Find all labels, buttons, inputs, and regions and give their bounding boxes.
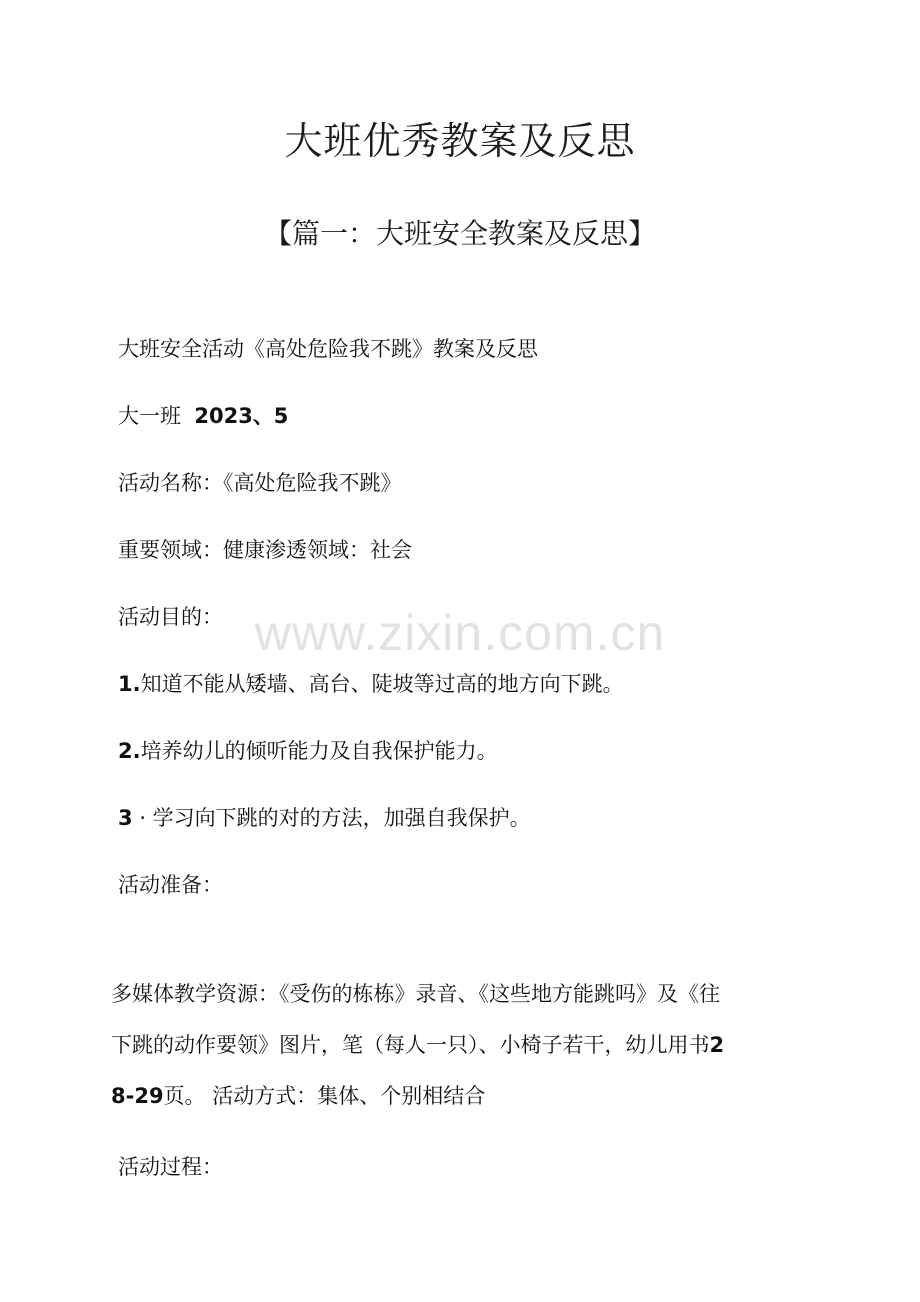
goal-number: 1. — [118, 672, 141, 696]
resources-row-2-num: 2 — [709, 1033, 725, 1057]
resources-row-3 — [111, 1071, 811, 1122]
activity-name: 活动名称：《高处危险我不跳》 — [118, 471, 402, 495]
document-title: 大班优秀教案及反思 — [284, 119, 636, 163]
goal-number: 2. — [118, 739, 141, 763]
watermark: www.zixin.com.cn — [254, 605, 666, 661]
goal-text: · 学习向下跳的对的方法，加强自我保护。 — [139, 806, 531, 830]
goal-item-1 — [118, 668, 624, 698]
resources-row-1: 多媒体教学资源：《受伤的栋栋》录音、《这些地方能跳吗》及《往 — [111, 982, 720, 1006]
resources-page-range: 8-29 — [111, 1084, 164, 1108]
resources-row-3-text: 页。 活动方式：集体、个别相结合 — [163, 1084, 486, 1108]
process-label: 活动过程： — [118, 1155, 223, 1179]
goal-item-3 — [118, 802, 531, 832]
resources-row-2 — [111, 1020, 811, 1071]
class-line — [118, 400, 288, 430]
class-name: 大一班 — [118, 404, 181, 428]
goals-label: 活动目的： — [118, 605, 223, 629]
document-subtitle: 【篇一：大班安全教案及反思】 — [263, 217, 656, 250]
domains-line: 重要领域：健康渗透领域：社会 — [118, 538, 412, 562]
goal-item-2 — [118, 735, 498, 765]
goal-text: 知道不能从矮墙、高台、陡坡等过高的地方向下跳。 — [140, 672, 624, 696]
resources-paragraph — [111, 969, 811, 1122]
prep-label: 活动准备： — [118, 873, 223, 897]
class-date: 2023、5 — [194, 404, 289, 428]
goal-text: 培养幼儿的倾听能力及自我保护能力。 — [140, 739, 498, 763]
activity-heading: 大班安全活动《高处危险我不跳》教案及反思 — [118, 337, 538, 361]
resources-row-2-text: 下跳的动作要领》图片，笔（每人一只）、小椅子若干，幼儿用书 — [111, 1033, 710, 1057]
goal-number: 3 — [118, 806, 133, 830]
